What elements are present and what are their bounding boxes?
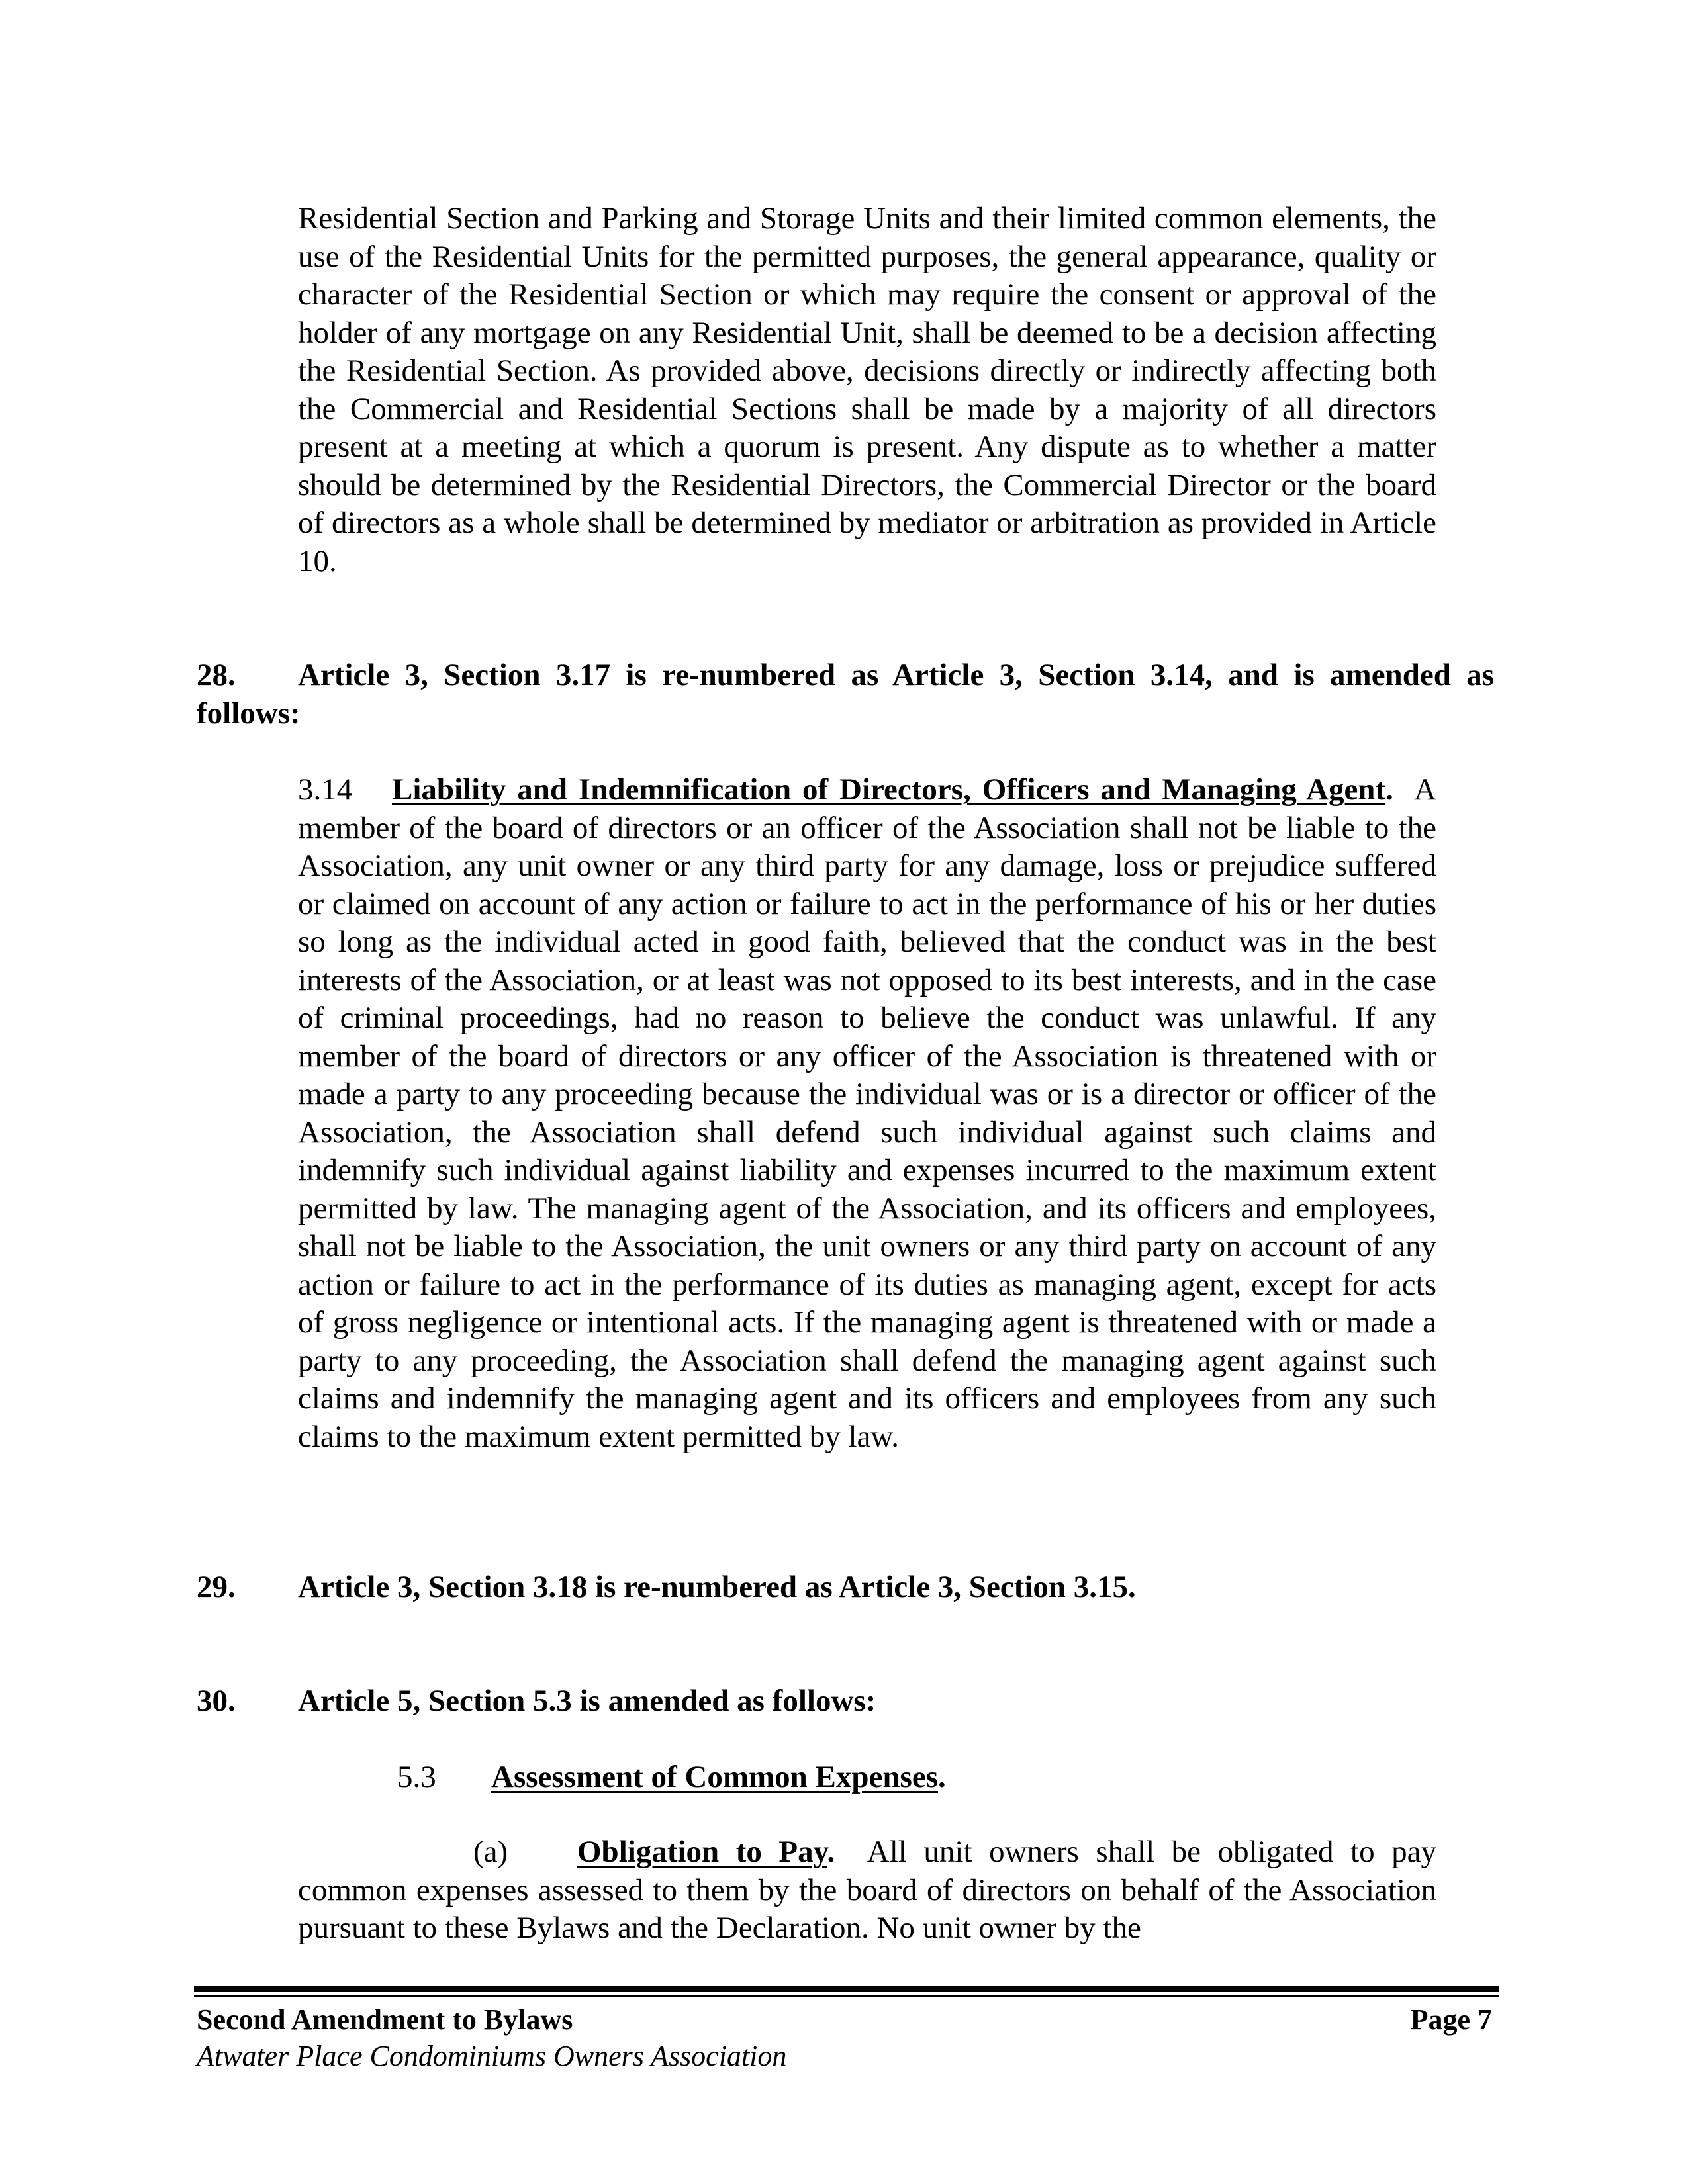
footer-page-number: Page 7 bbox=[1410, 2003, 1492, 2036]
footer-title: Second Amendment to Bylaws bbox=[197, 2003, 573, 2036]
footer-subtitle: Atwater Place Condominiums Owners Association bbox=[197, 2040, 787, 2072]
section-3-14-title-period: . bbox=[1385, 772, 1393, 807]
subsection-a-body: All unit owners shall be obligated to pay common expenses assessed to them by the board of directors on behalf of the Association pursuant to these Bylaws and the Declaration. No unit owner by the bbox=[298, 1835, 1436, 1945]
opening-paragraph: Residential Section and Parking and Storage Units and their limited common elements, the use of the Residential Units for the permitted purposes, the general appearance, quality or character of the Residential Section or which may require the consent or approval of the holder of any mortgage on any Residential Unit, shall be deemed to be a decision affecting the Residential Section. As provided above, decisions directly or indirectly affecting both the Commercial and Residential Sections shall be made by a majority of all directors present at a meeting at which a quorum is present. Any dispute as to whether a matter should be determined by the Residential Directors, the Commercial Director or the board of directors as a whole shall be determined by mediator or arbitration as provided in Article 10. bbox=[298, 201, 1436, 578]
item-29-text: Article 3, Section 3.18 is re-numbered as Article 3, Section 3.15. bbox=[298, 1570, 1136, 1604]
footer-rule-thick bbox=[194, 1986, 1499, 1992]
section-3-14-paragraph bbox=[298, 771, 1436, 1456]
item-28-number: 28. bbox=[197, 658, 236, 692]
section-3-14-title: Liability and Indemnification of Directors, Officers and Managing Agent bbox=[392, 772, 1386, 807]
section-5-3-number: 5.3 bbox=[397, 1760, 436, 1794]
subsection-a-title: Obligation to Pay bbox=[577, 1835, 827, 1869]
item-29-heading bbox=[197, 1569, 1494, 1607]
item-28-text: Article 3, Section 3.17 is re-numbered as Article 3, Section 3.14, and is amended as follows: bbox=[197, 658, 1494, 731]
section-5-3-heading bbox=[298, 1758, 1436, 1797]
subsection-a-label: (a) bbox=[473, 1835, 508, 1869]
item-30-heading bbox=[197, 1682, 1494, 1721]
subsection-a-paragraph bbox=[298, 1833, 1436, 1948]
section-5-3-title-period: . bbox=[937, 1760, 946, 1794]
footer-rule-thin bbox=[194, 1995, 1499, 1997]
section-3-14-body: A member of the board of directors or an officer of the Association shall not be liable to the Association, any unit owner or any third party for any damage, loss or prejudice suffered or claimed on account of any action or failure to act in the performance of his or her duties so long as the individual acted in good faith, believed that the conduct was in the best interests of the Association, or at least was not opposed to its best interests, and in the case of criminal proceedings, had no reason to believe the conduct was unlawful. If any member of the board of directors or any officer of the Association is threatened with or made a party to any proceeding because the individual was or is a director or officer of the Association, the Association shall defend such individual against such claims and indemnify such individual against liability and expenses incurred to the maximum extent permitted by law. The managing agent of the Association, and its officers and employees, shall not be liable to the Association, the unit owners or any third party on account of any action or failure to act in the performance of its duties as managing agent, except for acts of gross negligence or intentional acts. If the managing agent is threatened with or made a party to any proceeding, the Association shall defend the managing agent against such claims and indemnify the managing agent and its officers and employees from any such claims to the maximum extent permitted by law. bbox=[298, 772, 1436, 1454]
section-5-3-title: Assessment of Common Expenses bbox=[491, 1760, 938, 1794]
subsection-a-title-period: . bbox=[827, 1835, 835, 1869]
item-29-number: 29. bbox=[197, 1570, 236, 1604]
item-28-heading bbox=[197, 657, 1494, 733]
item-30-text: Article 5, Section 5.3 is amended as follows: bbox=[298, 1684, 876, 1718]
section-3-14-number: 3.14 bbox=[298, 772, 353, 807]
item-30-number: 30. bbox=[197, 1684, 236, 1718]
